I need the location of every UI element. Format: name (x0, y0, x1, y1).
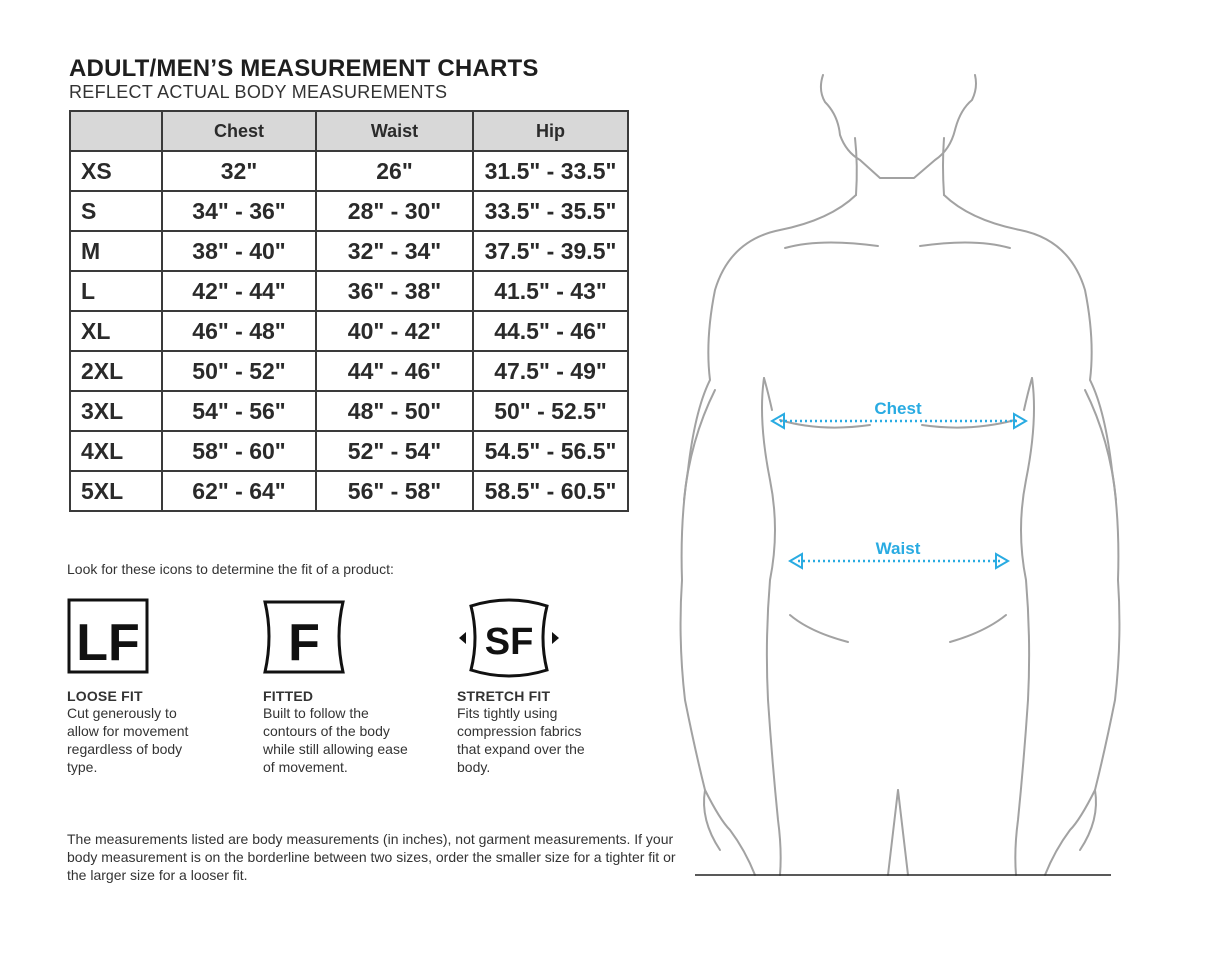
chest-cell: 32" (162, 151, 316, 191)
hip-cell: 54.5" - 56.5" (473, 431, 628, 471)
waist-cell: 28" - 30" (316, 191, 473, 231)
table-row (70, 431, 628, 471)
fitted-name: FITTED (263, 688, 314, 704)
fitted-description: Built to follow the contours of the body while still allowing ease of movement. (263, 705, 408, 775)
size-cell: XS (70, 151, 162, 191)
fit-intro-text: Look for these icons to determine the fit of a product: (67, 561, 394, 577)
size-cell: 3XL (70, 391, 162, 431)
waist-cell: 56" - 58" (316, 471, 473, 511)
hip-cell: 44.5" - 46" (473, 311, 628, 351)
loose-fit-code: LF (76, 614, 140, 672)
chest-cell: 34" - 36" (162, 191, 316, 231)
stretch-fit-icon (457, 598, 561, 678)
header-chest: Chest (162, 111, 316, 151)
size-table (69, 110, 629, 512)
waist-cell: 48" - 50" (316, 391, 473, 431)
hip-cell: 33.5" - 35.5" (473, 191, 628, 231)
fitted-code: F (288, 614, 320, 672)
chest-cell: 46" - 48" (162, 311, 316, 351)
fitted-icon (263, 598, 347, 678)
hip-cell: 47.5" - 49" (473, 351, 628, 391)
stretch-fit-description: Fits tightly using compression fabrics that expand over the body. (457, 705, 585, 775)
waist-cell: 44" - 46" (316, 351, 473, 391)
stretch-fit-code: SF (484, 621, 534, 663)
table-row (70, 471, 628, 511)
hip-cell: 58.5" - 60.5" (473, 471, 628, 511)
hip-cell: 41.5" - 43" (473, 271, 628, 311)
page-title: ADULT/MEN’S MEASUREMENT CHARTS (69, 55, 539, 82)
chest-cell: 54" - 56" (162, 391, 316, 431)
stretch-fit-block (457, 598, 647, 776)
chest-cell: 50" - 52" (162, 351, 316, 391)
table-row (70, 351, 628, 391)
size-cell: L (70, 271, 162, 311)
header-hip: Hip (473, 111, 628, 151)
chest-cell: 62" - 64" (162, 471, 316, 511)
table-row (70, 231, 628, 271)
size-cell: M (70, 231, 162, 271)
loose-fit-description: Cut generously to allow for movement regardless of body type. (67, 705, 189, 775)
page-subtitle: REFLECT ACTUAL BODY MEASUREMENTS (69, 82, 448, 102)
table-row (70, 271, 628, 311)
chest-cell: 38" - 40" (162, 231, 316, 271)
table-row (70, 311, 628, 351)
body-outline-illustration (660, 60, 1140, 890)
hip-cell: 50" - 52.5" (473, 391, 628, 431)
waist-cell: 52" - 54" (316, 431, 473, 471)
header-size (70, 111, 162, 151)
waist-cell: 40" - 42" (316, 311, 473, 351)
waist-cell: 26" (316, 151, 473, 191)
size-cell: XL (70, 311, 162, 351)
table-row (70, 191, 628, 231)
loose-fit-block (67, 598, 257, 776)
table-header-row (70, 111, 628, 151)
size-cell: 2XL (70, 351, 162, 391)
size-cell: 5XL (70, 471, 162, 511)
size-cell: S (70, 191, 162, 231)
loose-fit-icon (67, 598, 151, 678)
chest-cell: 42" - 44" (162, 271, 316, 311)
waist-cell: 32" - 34" (316, 231, 473, 271)
chest-label: Chest (874, 399, 922, 418)
table-row (70, 151, 628, 191)
hip-cell: 37.5" - 39.5" (473, 231, 628, 271)
waist-label: Waist (875, 539, 921, 558)
stretch-fit-name: STRETCH FIT (457, 688, 551, 704)
fitted-block (263, 598, 453, 776)
hip-cell: 31.5" - 33.5" (473, 151, 628, 191)
header-waist: Waist (316, 111, 473, 151)
measurement-footnote: The measurements listed are body measurements (in inches), not garment measurements. If your body measurement is on the borderline between two sizes, order the smaller size for a tighter fit or the larger size for a looser fit. (67, 831, 676, 883)
waist-cell: 36" - 38" (316, 271, 473, 311)
size-cell: 4XL (70, 431, 162, 471)
loose-fit-name: LOOSE FIT (67, 688, 143, 704)
chest-cell: 58" - 60" (162, 431, 316, 471)
body-figure (660, 60, 1140, 890)
table-row (70, 391, 628, 431)
